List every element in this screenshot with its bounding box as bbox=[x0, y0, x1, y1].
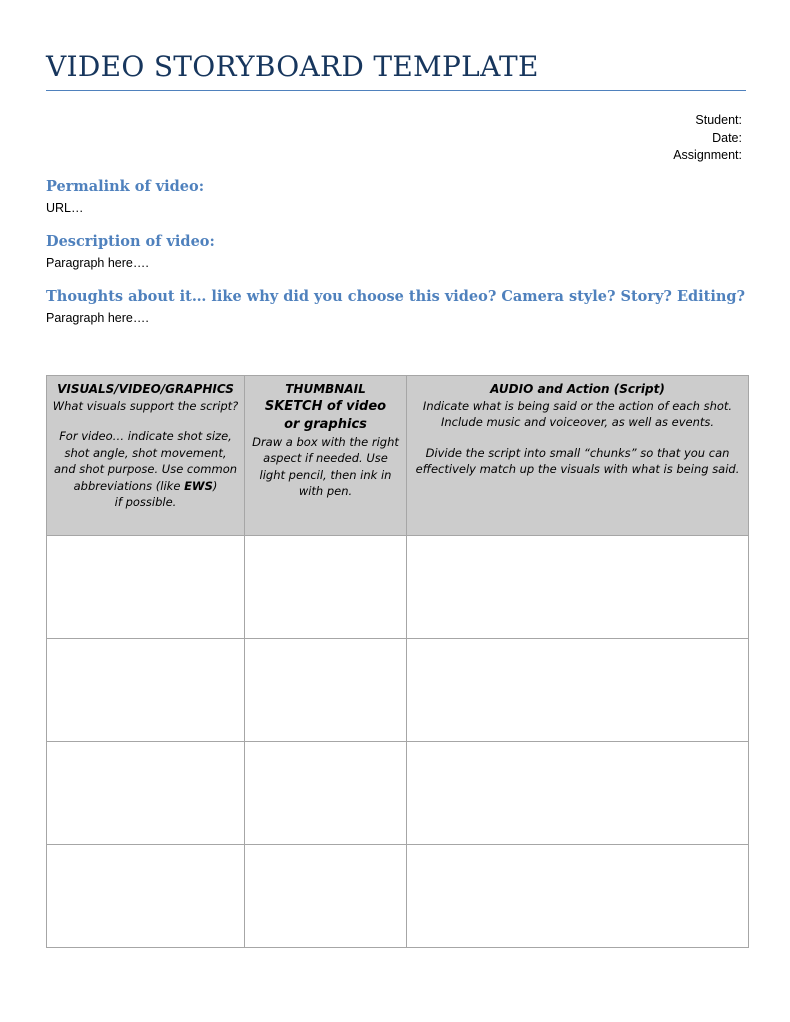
visuals-cell[interactable] bbox=[47, 845, 245, 948]
student-label: Student: bbox=[695, 113, 742, 127]
text: ) bbox=[212, 478, 218, 493]
visuals-line bbox=[47, 478, 244, 495]
description-heading: Description of video: bbox=[46, 233, 215, 250]
audio-cell[interactable] bbox=[407, 742, 749, 845]
visuals-title: VISUALS/VIDEO/GRAPHICS bbox=[57, 382, 234, 396]
description-text: Paragraph here…. bbox=[46, 256, 149, 270]
audio-line: effectively match up the visuals with what is being said. bbox=[415, 462, 740, 476]
audio-line: Include music and voiceover, as well as events. bbox=[440, 415, 715, 429]
assignment-label: Assignment: bbox=[673, 148, 742, 162]
thumbnail-line: aspect if needed. Use bbox=[263, 451, 388, 465]
audio-cell[interactable] bbox=[407, 845, 749, 948]
thumbnail-line: with pen. bbox=[298, 484, 353, 498]
visuals-header bbox=[47, 376, 245, 536]
thumbnail-title: THUMBNAIL bbox=[285, 382, 366, 396]
thumbnail-cell[interactable] bbox=[245, 742, 407, 845]
audio-cell[interactable] bbox=[407, 536, 749, 639]
audio-cell[interactable] bbox=[407, 639, 749, 742]
thumbnail-header bbox=[245, 376, 407, 536]
title-divider bbox=[46, 90, 746, 91]
thumbnail-subtitle: SKETCH of video bbox=[264, 398, 387, 414]
thoughts-text: Paragraph here…. bbox=[46, 311, 149, 325]
visuals-line: if possible. bbox=[114, 495, 177, 509]
thumbnail-line: Draw a box with the right bbox=[252, 434, 399, 449]
thumbnail-cell[interactable] bbox=[245, 639, 407, 742]
thumbnail-line: light pencil, then ink in bbox=[259, 467, 392, 482]
thoughts-heading: Thoughts about it… like why did you choose this video? Camera style? Story? Editing? bbox=[46, 288, 746, 305]
student-info bbox=[673, 112, 742, 165]
storyboard-table bbox=[46, 375, 749, 948]
table-row bbox=[47, 639, 749, 742]
visuals-cell[interactable] bbox=[47, 639, 245, 742]
audio-title: AUDIO and Action (Script) bbox=[490, 382, 665, 396]
date-label: Date: bbox=[712, 130, 742, 145]
visuals-cell[interactable] bbox=[47, 536, 245, 639]
thumbnail-cell[interactable] bbox=[245, 536, 407, 639]
visuals-line: For video… indicate shot size, bbox=[59, 429, 232, 443]
audio-line: Divide the script into small “chunks” so that you can bbox=[425, 445, 730, 460]
visuals-line: shot angle, shot movement, bbox=[64, 445, 227, 460]
audio-line: Indicate what is being said or the action of each shot. bbox=[422, 398, 733, 413]
visuals-cell[interactable] bbox=[47, 742, 245, 845]
visuals-desc: What visuals support the script? bbox=[52, 398, 239, 413]
thumbnail-subtitle: or graphics bbox=[284, 416, 367, 432]
table-row bbox=[47, 845, 749, 948]
text: abbreviations (like bbox=[73, 478, 185, 493]
page-title: VIDEO STORYBOARD TEMPLATE bbox=[46, 50, 539, 83]
permalink-text: URL… bbox=[46, 201, 84, 215]
table-row bbox=[47, 536, 749, 639]
visuals-line: and shot purpose. Use common bbox=[53, 462, 238, 476]
table-row bbox=[47, 742, 749, 845]
audio-header bbox=[407, 376, 749, 536]
permalink-heading: Permalink of video: bbox=[46, 178, 205, 195]
thumbnail-cell[interactable] bbox=[245, 845, 407, 948]
ews-abbrev: EWS bbox=[184, 478, 213, 493]
